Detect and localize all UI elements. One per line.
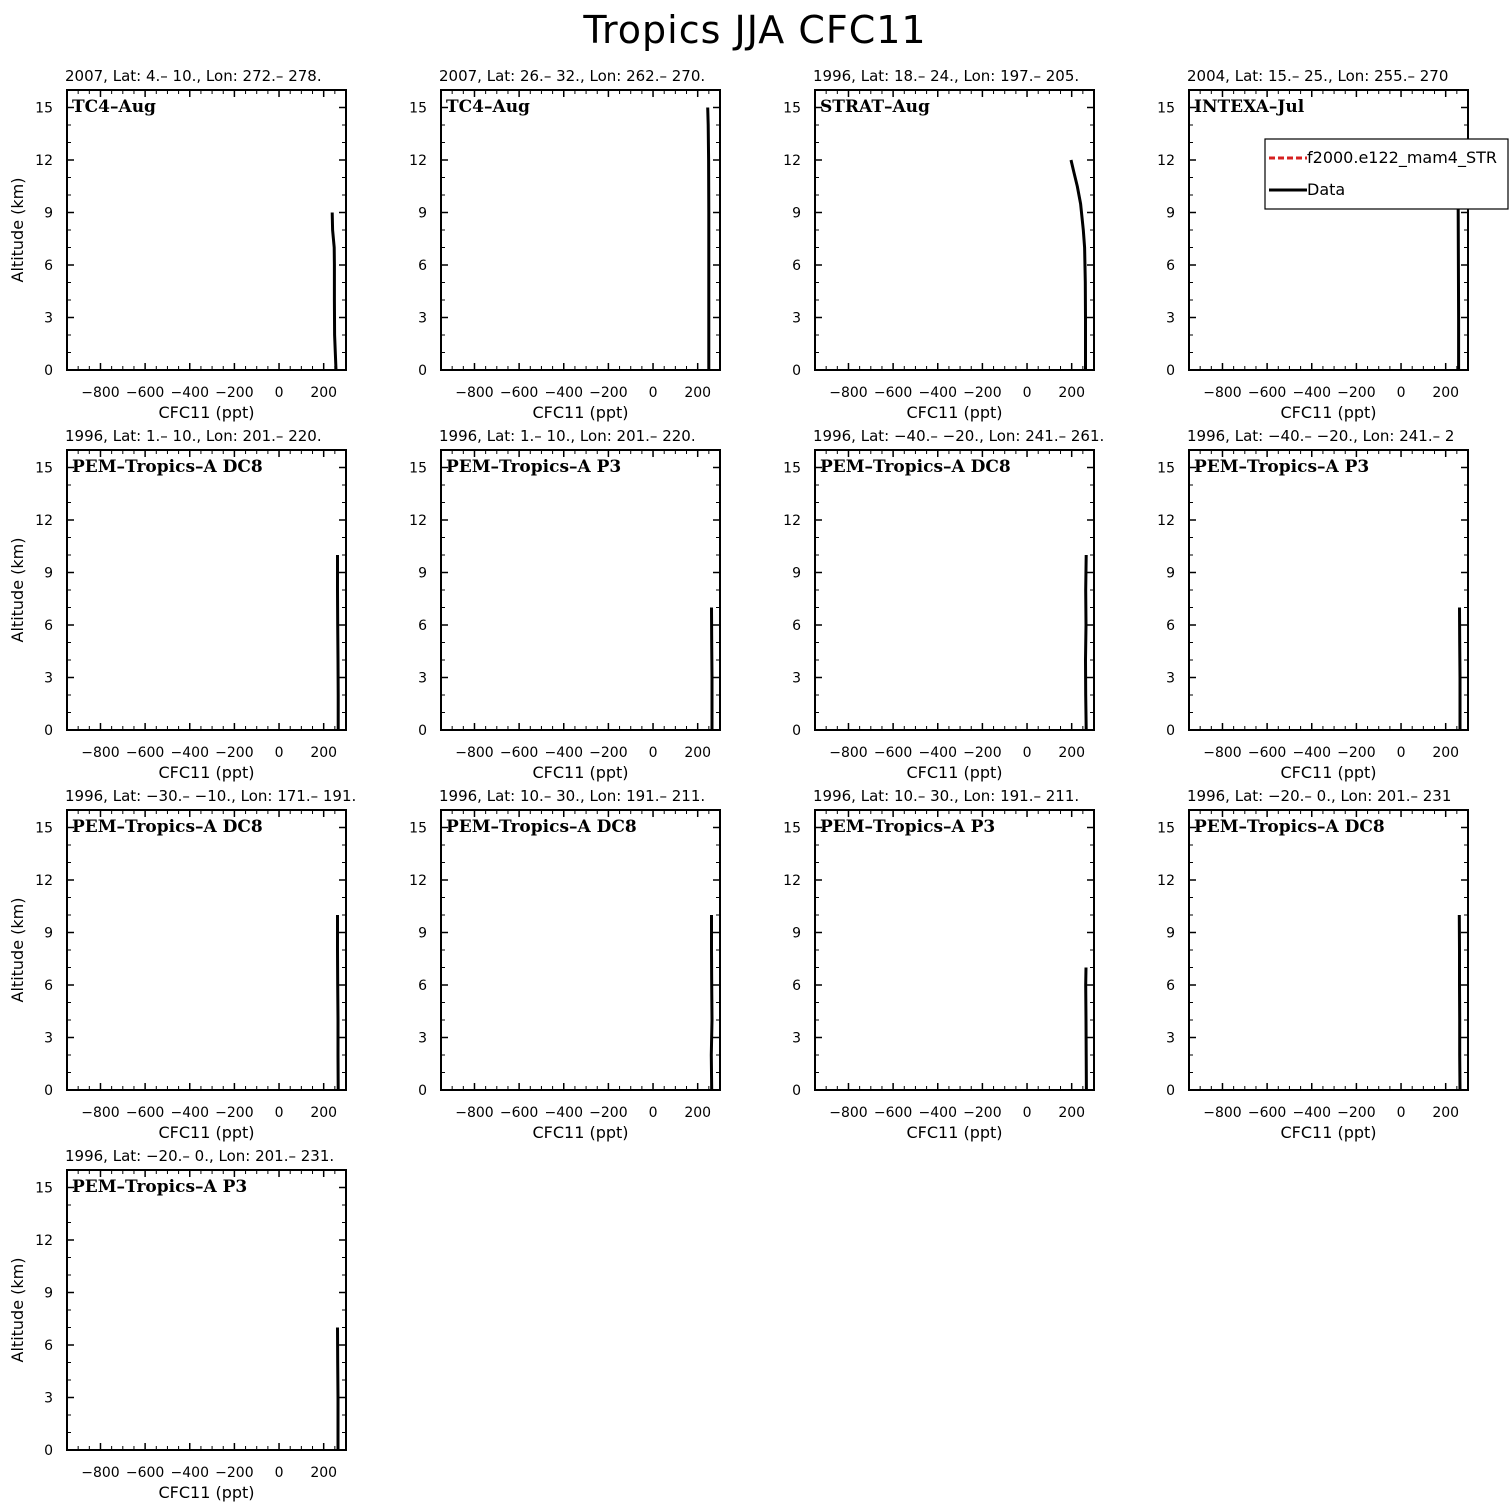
- x-tick-label: −600: [1247, 745, 1287, 761]
- x-tick-label: −800: [81, 385, 120, 401]
- x-tick-label: −400: [170, 745, 209, 761]
- y-tick-label: 3: [792, 310, 801, 327]
- y-tick-label: 0: [44, 363, 53, 379]
- y-tick-label: 9: [44, 205, 53, 222]
- x-tick-label: −800: [829, 385, 868, 401]
- x-tick-label: −400: [170, 1105, 209, 1121]
- x-tick-label: 0: [1022, 1105, 1032, 1121]
- x-tick-label: −200: [589, 745, 628, 761]
- panel-label: PEM–Tropics–A P3: [446, 457, 622, 477]
- x-tick-label: −200: [1337, 745, 1376, 761]
- x-tick-label: −400: [1292, 1105, 1331, 1121]
- x-tick-label: −800: [1203, 745, 1242, 761]
- series-line-data: [712, 608, 713, 731]
- x-tick-label: −400: [544, 745, 583, 761]
- y-tick-label: 3: [418, 670, 427, 687]
- series-line-data: [332, 213, 336, 371]
- x-tick-label: 0: [1396, 745, 1406, 761]
- x-tick-label: −600: [125, 1465, 165, 1481]
- panel-label: PEM–Tropics–A DC8: [72, 457, 263, 477]
- series-line-data: [338, 555, 339, 730]
- x-tick-label: −400: [170, 1465, 209, 1481]
- y-tick-label: 9: [792, 205, 801, 222]
- y-tick-label: 12: [35, 873, 53, 889]
- x-tick-label: 0: [274, 385, 284, 401]
- x-tick-label: −600: [873, 385, 913, 401]
- y-tick-label: 6: [44, 978, 53, 994]
- x-tick-label: 200: [310, 1105, 338, 1121]
- panel-label: PEM–Tropics–A DC8: [1194, 817, 1385, 837]
- y-tick-label: 9: [1166, 565, 1175, 582]
- x-tick-label: −200: [963, 1105, 1002, 1121]
- x-tick-label: −600: [125, 745, 165, 761]
- y-tick-label: 3: [1166, 670, 1175, 687]
- panel-subtitle: 1996, Lat: −30.– −10., Lon: 171.– 191.: [65, 787, 357, 805]
- panel-frame-10: [441, 810, 720, 1090]
- panel-frame-2: [441, 90, 720, 370]
- x-tick-label: −200: [1337, 385, 1376, 401]
- x-tick-label: 0: [1022, 385, 1032, 401]
- panel-subtitle: 1996, Lat: 1.– 10., Lon: 201.– 220.: [439, 427, 696, 445]
- y-tick-label: 3: [44, 310, 53, 327]
- y-tick-label: 0: [44, 1083, 53, 1099]
- series-line-data: [1086, 968, 1087, 1091]
- panel-label: PEM–Tropics–A P3: [820, 817, 996, 837]
- x-tick-label: −800: [455, 385, 494, 401]
- series-line-data: [338, 1328, 339, 1451]
- x-axis-label: CFC11 (ppt): [1280, 403, 1377, 422]
- x-axis-label: CFC11 (ppt): [158, 763, 255, 782]
- y-tick-label: 9: [418, 205, 427, 222]
- y-tick-label: 15: [783, 460, 801, 477]
- x-tick-label: 200: [1058, 385, 1086, 401]
- x-axis-label: CFC11 (ppt): [906, 763, 1003, 782]
- series-line-data: [1459, 915, 1460, 1090]
- y-tick-label: 6: [418, 618, 427, 634]
- panel-subtitle: 1996, Lat: 1.– 10., Lon: 201.– 220.: [65, 427, 322, 445]
- y-tick-label: 0: [1166, 723, 1175, 739]
- x-tick-label: 200: [684, 385, 712, 401]
- x-tick-label: −600: [499, 745, 539, 761]
- panel-label: STRAT–Aug: [820, 97, 930, 117]
- y-tick-label: 3: [418, 1030, 427, 1047]
- x-tick-label: 0: [648, 745, 658, 761]
- x-tick-label: −600: [1247, 1105, 1287, 1121]
- x-tick-label: −200: [589, 385, 628, 401]
- x-tick-label: −600: [125, 1105, 165, 1121]
- legend-label: f2000.e122_mam4_STR: [1307, 148, 1498, 167]
- y-tick-label: 9: [44, 925, 53, 942]
- x-tick-label: 200: [1432, 385, 1460, 401]
- panel-subtitle: 2007, Lat: 26.– 32., Lon: 262.– 270.: [439, 67, 706, 85]
- panel-frame-12: [1189, 810, 1468, 1090]
- x-tick-label: 0: [1022, 745, 1032, 761]
- y-tick-label: 15: [1157, 100, 1175, 117]
- y-tick-label: 12: [1157, 153, 1175, 169]
- x-tick-label: −200: [215, 745, 254, 761]
- x-tick-label: −400: [544, 1105, 583, 1121]
- x-tick-label: −400: [1292, 745, 1331, 761]
- x-tick-label: 200: [310, 385, 338, 401]
- y-tick-label: 6: [1166, 618, 1175, 634]
- x-tick-label: 200: [310, 745, 338, 761]
- y-tick-label: 15: [409, 100, 427, 117]
- x-tick-label: 200: [684, 745, 712, 761]
- series-line-data: [1086, 555, 1087, 730]
- panel-subtitle: 1996, Lat: 10.– 30., Lon: 191.– 211.: [813, 787, 1080, 805]
- y-tick-label: 9: [44, 1285, 53, 1302]
- y-tick-label: 12: [35, 153, 53, 169]
- panel-frame-4: [1189, 90, 1468, 370]
- x-axis-label: CFC11 (ppt): [158, 403, 255, 422]
- y-tick-label: 12: [1157, 513, 1175, 529]
- x-axis-label: CFC11 (ppt): [906, 1123, 1003, 1142]
- panel-subtitle: 1996, Lat: −20.– 0., Lon: 201.– 231.: [65, 1147, 335, 1165]
- x-tick-label: −400: [918, 385, 957, 401]
- y-tick-label: 6: [792, 618, 801, 634]
- x-tick-label: −400: [544, 385, 583, 401]
- panel-label: INTEXA–Jul: [1194, 97, 1305, 117]
- y-tick-label: 0: [418, 1083, 427, 1099]
- y-tick-label: 15: [409, 460, 427, 477]
- x-tick-label: −200: [963, 385, 1002, 401]
- panel-label: PEM–Tropics–A DC8: [72, 817, 263, 837]
- y-tick-label: 0: [792, 723, 801, 739]
- x-tick-label: −800: [455, 1105, 494, 1121]
- x-axis-label: CFC11 (ppt): [532, 403, 629, 422]
- x-tick-label: 200: [1058, 745, 1086, 761]
- y-tick-label: 15: [1157, 820, 1175, 837]
- y-tick-label: 12: [409, 513, 427, 529]
- y-tick-label: 3: [1166, 310, 1175, 327]
- y-tick-label: 3: [44, 1390, 53, 1407]
- y-tick-label: 0: [1166, 1083, 1175, 1099]
- y-tick-label: 3: [44, 1030, 53, 1047]
- y-tick-label: 9: [44, 565, 53, 582]
- x-axis-label: CFC11 (ppt): [906, 403, 1003, 422]
- x-tick-label: −400: [918, 745, 957, 761]
- y-tick-label: 15: [783, 820, 801, 837]
- x-tick-label: 200: [310, 1465, 338, 1481]
- y-tick-label: 3: [792, 1030, 801, 1047]
- x-tick-label: 0: [1396, 385, 1406, 401]
- x-axis-label: CFC11 (ppt): [158, 1483, 255, 1502]
- panel-frame-6: [441, 450, 720, 730]
- y-tick-label: 0: [1166, 363, 1175, 379]
- x-tick-label: 0: [274, 1465, 284, 1481]
- y-tick-label: 12: [783, 873, 801, 889]
- panel-frame-9: [67, 810, 346, 1090]
- series-line-data: [1071, 160, 1086, 370]
- panel-label: PEM–Tropics–A DC8: [820, 457, 1011, 477]
- y-tick-label: 15: [783, 100, 801, 117]
- y-tick-label: 3: [792, 670, 801, 687]
- y-tick-label: 12: [783, 513, 801, 529]
- x-axis-label: CFC11 (ppt): [532, 763, 629, 782]
- x-tick-label: −600: [499, 1105, 539, 1121]
- y-tick-label: 6: [44, 618, 53, 634]
- y-tick-label: 6: [418, 978, 427, 994]
- x-tick-label: −200: [215, 385, 254, 401]
- panel-frame-5: [67, 450, 346, 730]
- panel-label: TC4–Aug: [446, 97, 530, 117]
- y-tick-label: 15: [409, 820, 427, 837]
- x-tick-label: 200: [1058, 1105, 1086, 1121]
- x-tick-label: −600: [499, 385, 539, 401]
- y-tick-label: 9: [418, 925, 427, 942]
- x-tick-label: −200: [963, 745, 1002, 761]
- y-axis-label: Altitude (km): [8, 1257, 27, 1363]
- x-tick-label: −600: [125, 385, 165, 401]
- panel-frame-3: [815, 90, 1094, 370]
- x-tick-label: 0: [648, 1105, 658, 1121]
- y-tick-label: 3: [1166, 1030, 1175, 1047]
- y-tick-label: 9: [792, 565, 801, 582]
- x-tick-label: 0: [648, 385, 658, 401]
- y-tick-label: 0: [418, 723, 427, 739]
- x-axis-label: CFC11 (ppt): [532, 1123, 629, 1142]
- x-tick-label: −800: [455, 745, 494, 761]
- y-tick-label: 6: [418, 258, 427, 274]
- x-axis-label: CFC11 (ppt): [1280, 1123, 1377, 1142]
- y-tick-label: 12: [409, 873, 427, 889]
- series-line-data: [1460, 608, 1461, 731]
- x-tick-label: −800: [81, 1465, 120, 1481]
- x-tick-label: 200: [1432, 1105, 1460, 1121]
- y-tick-label: 6: [792, 258, 801, 274]
- y-tick-label: 0: [44, 723, 53, 739]
- x-tick-label: −200: [589, 1105, 628, 1121]
- y-tick-label: 12: [1157, 873, 1175, 889]
- series-line-data: [708, 108, 709, 371]
- x-tick-label: −400: [918, 1105, 957, 1121]
- panel-label: PEM–Tropics–A DC8: [446, 817, 637, 837]
- panel-label: PEM–Tropics–A P3: [1194, 457, 1370, 477]
- x-axis-label: CFC11 (ppt): [158, 1123, 255, 1142]
- y-tick-label: 0: [792, 363, 801, 379]
- x-tick-label: −800: [1203, 385, 1242, 401]
- series-line-data: [711, 915, 712, 1090]
- x-tick-label: −200: [1337, 1105, 1376, 1121]
- y-tick-label: 3: [418, 310, 427, 327]
- x-tick-label: 0: [1396, 1105, 1406, 1121]
- legend-label: Data: [1307, 180, 1346, 199]
- panel-label: TC4–Aug: [72, 97, 156, 117]
- y-tick-label: 9: [792, 925, 801, 942]
- panel-subtitle: 1996, Lat: −40.– −20., Lon: 241.– 261.: [813, 427, 1105, 445]
- y-tick-label: 12: [783, 153, 801, 169]
- x-tick-label: −800: [81, 1105, 120, 1121]
- y-tick-label: 6: [792, 978, 801, 994]
- x-tick-label: −400: [1292, 385, 1331, 401]
- y-tick-label: 0: [418, 363, 427, 379]
- panel-frame-7: [815, 450, 1094, 730]
- panel-subtitle: 1996, Lat: −40.– −20., Lon: 241.– 2: [1187, 427, 1455, 445]
- y-tick-label: 15: [35, 820, 53, 837]
- figure-title: Tropics JJA CFC11: [583, 8, 927, 52]
- x-tick-label: −600: [873, 745, 913, 761]
- y-tick-label: 6: [44, 258, 53, 274]
- y-tick-label: 6: [44, 1338, 53, 1354]
- y-tick-label: 0: [44, 1443, 53, 1459]
- panel-frame-11: [815, 810, 1094, 1090]
- panel-subtitle: 2004, Lat: 15.– 25., Lon: 255.– 270: [1187, 67, 1449, 85]
- y-tick-label: 9: [418, 565, 427, 582]
- panel-subtitle: 2007, Lat: 4.– 10., Lon: 272.– 278.: [65, 67, 322, 85]
- panel-frame-8: [1189, 450, 1468, 730]
- x-tick-label: 200: [1432, 745, 1460, 761]
- x-tick-label: −800: [829, 1105, 868, 1121]
- x-tick-label: −200: [215, 1465, 254, 1481]
- y-tick-label: 12: [35, 1233, 53, 1249]
- panel-subtitle: 1996, Lat: 18.– 24., Lon: 197.– 205.: [813, 67, 1080, 85]
- y-tick-label: 12: [35, 513, 53, 529]
- x-tick-label: 0: [274, 745, 284, 761]
- x-tick-label: −800: [1203, 1105, 1242, 1121]
- y-tick-label: 15: [35, 460, 53, 477]
- y-tick-label: 9: [1166, 925, 1175, 942]
- y-tick-label: 15: [1157, 460, 1175, 477]
- y-tick-label: 9: [1166, 205, 1175, 222]
- y-tick-label: 6: [1166, 258, 1175, 274]
- y-axis-label: Altitude (km): [8, 177, 27, 283]
- y-tick-label: 3: [44, 670, 53, 687]
- y-tick-label: 0: [792, 1083, 801, 1099]
- x-tick-label: −200: [215, 1105, 254, 1121]
- x-tick-label: −600: [1247, 385, 1287, 401]
- x-tick-label: −800: [81, 745, 120, 761]
- x-tick-label: −600: [873, 1105, 913, 1121]
- panel-frame-13: [67, 1170, 346, 1450]
- y-axis-label: Altitude (km): [8, 537, 27, 643]
- panel-subtitle: 1996, Lat: −20.– 0., Lon: 201.– 231: [1187, 787, 1452, 805]
- series-line-data: [338, 915, 339, 1090]
- y-tick-label: 15: [35, 100, 53, 117]
- x-tick-label: 200: [684, 1105, 712, 1121]
- x-tick-label: −400: [170, 385, 209, 401]
- y-tick-label: 15: [35, 1180, 53, 1197]
- y-tick-label: 12: [409, 153, 427, 169]
- panel-subtitle: 1996, Lat: 10.– 30., Lon: 191.– 211.: [439, 787, 706, 805]
- x-tick-label: −800: [829, 745, 868, 761]
- y-axis-label: Altitude (km): [8, 897, 27, 1003]
- x-axis-label: CFC11 (ppt): [1280, 763, 1377, 782]
- x-tick-label: 0: [274, 1105, 284, 1121]
- y-tick-label: 6: [1166, 978, 1175, 994]
- panel-frame-1: [67, 90, 346, 370]
- panel-label: PEM–Tropics–A P3: [72, 1177, 248, 1197]
